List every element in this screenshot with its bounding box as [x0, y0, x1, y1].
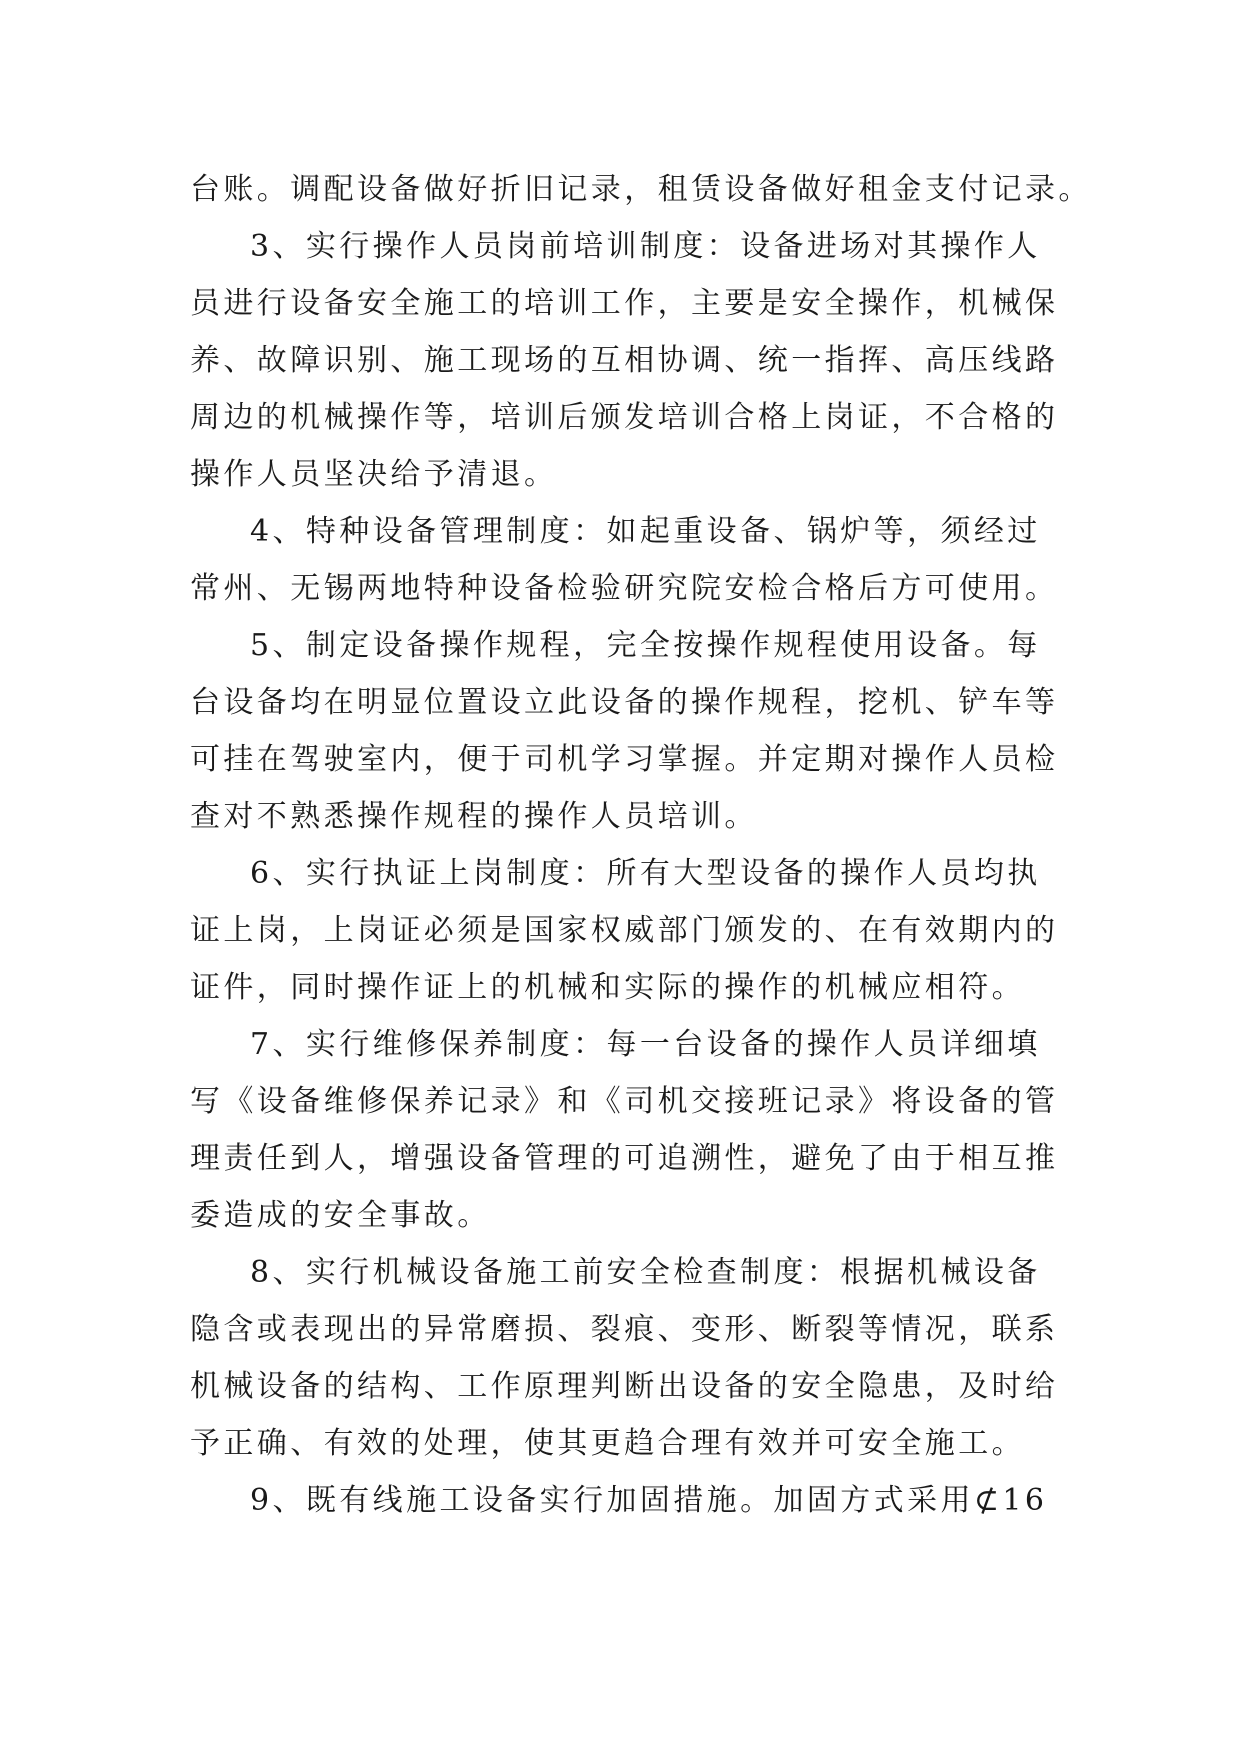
text-line: 台账。调配设备做好折旧记录，租赁设备做好租金支付记录。	[190, 172, 1092, 207]
text-line: 理责任到人，增强设备管理的可追溯性，避免了由于相互推	[190, 1141, 1059, 1176]
text-line: 6、实行执证上岗制度：所有大型设备的操作人员均执	[250, 856, 1041, 891]
text-line: 养、故障识别、施工现场的互相协调、统一指挥、高压线路	[190, 343, 1059, 378]
text-line: 机械设备的结构、工作原理判断出设备的安全隐患，及时给	[190, 1369, 1059, 1404]
text-line: 8、实行机械设备施工前安全检查制度：根据机械设备	[250, 1255, 1041, 1290]
text-line: 9、既有线施工设备实行加固措施。加固方式采用⊄16	[250, 1483, 1048, 1518]
text-line: 3、实行操作人员岗前培训制度：设备进场对其操作人	[250, 229, 1041, 264]
text-line: 写《设备维修保养记录》和《司机交接班记录》将设备的管	[190, 1084, 1059, 1119]
text-line: 可挂在驾驶室内，便于司机学习掌握。并定期对操作人员检	[190, 742, 1059, 777]
text-line: 隐含或表现出的异常磨损、裂痕、变形、断裂等情况，联系	[190, 1312, 1059, 1347]
text-line: 操作人员坚决给予清退。	[190, 457, 558, 492]
text-line: 5、制定设备操作规程，完全按操作规程使用设备。每	[250, 628, 1041, 663]
text-line: 证上岗，上岗证必须是国家权威部门颁发的、在有效期内的	[190, 913, 1059, 948]
text-line: 周边的机械操作等，培训后颁发培训合格上岗证，不合格的	[190, 400, 1059, 435]
text-line: 查对不熟悉操作规程的操作人员培训。	[190, 799, 758, 834]
text-line: 常州、无锡两地特种设备检验研究院安检合格后方可使用。	[190, 571, 1059, 606]
text-line: 委造成的安全事故。	[190, 1198, 491, 1233]
text-line: 员进行设备安全施工的培训工作，主要是安全操作，机械保	[190, 286, 1059, 321]
text-line: 予正确、有效的处理，使其更趋合理有效并可安全施工。	[190, 1426, 1025, 1461]
text-line: 证件，同时操作证上的机械和实际的操作的机械应相符。	[190, 970, 1025, 1005]
text-line: 台设备均在明显位置设立此设备的操作规程，挖机、铲车等	[190, 685, 1059, 720]
text-line: 4、特种设备管理制度：如起重设备、锅炉等，须经过	[250, 514, 1041, 549]
text-line: 7、实行维修保养制度：每一台设备的操作人员详细填	[250, 1027, 1041, 1062]
